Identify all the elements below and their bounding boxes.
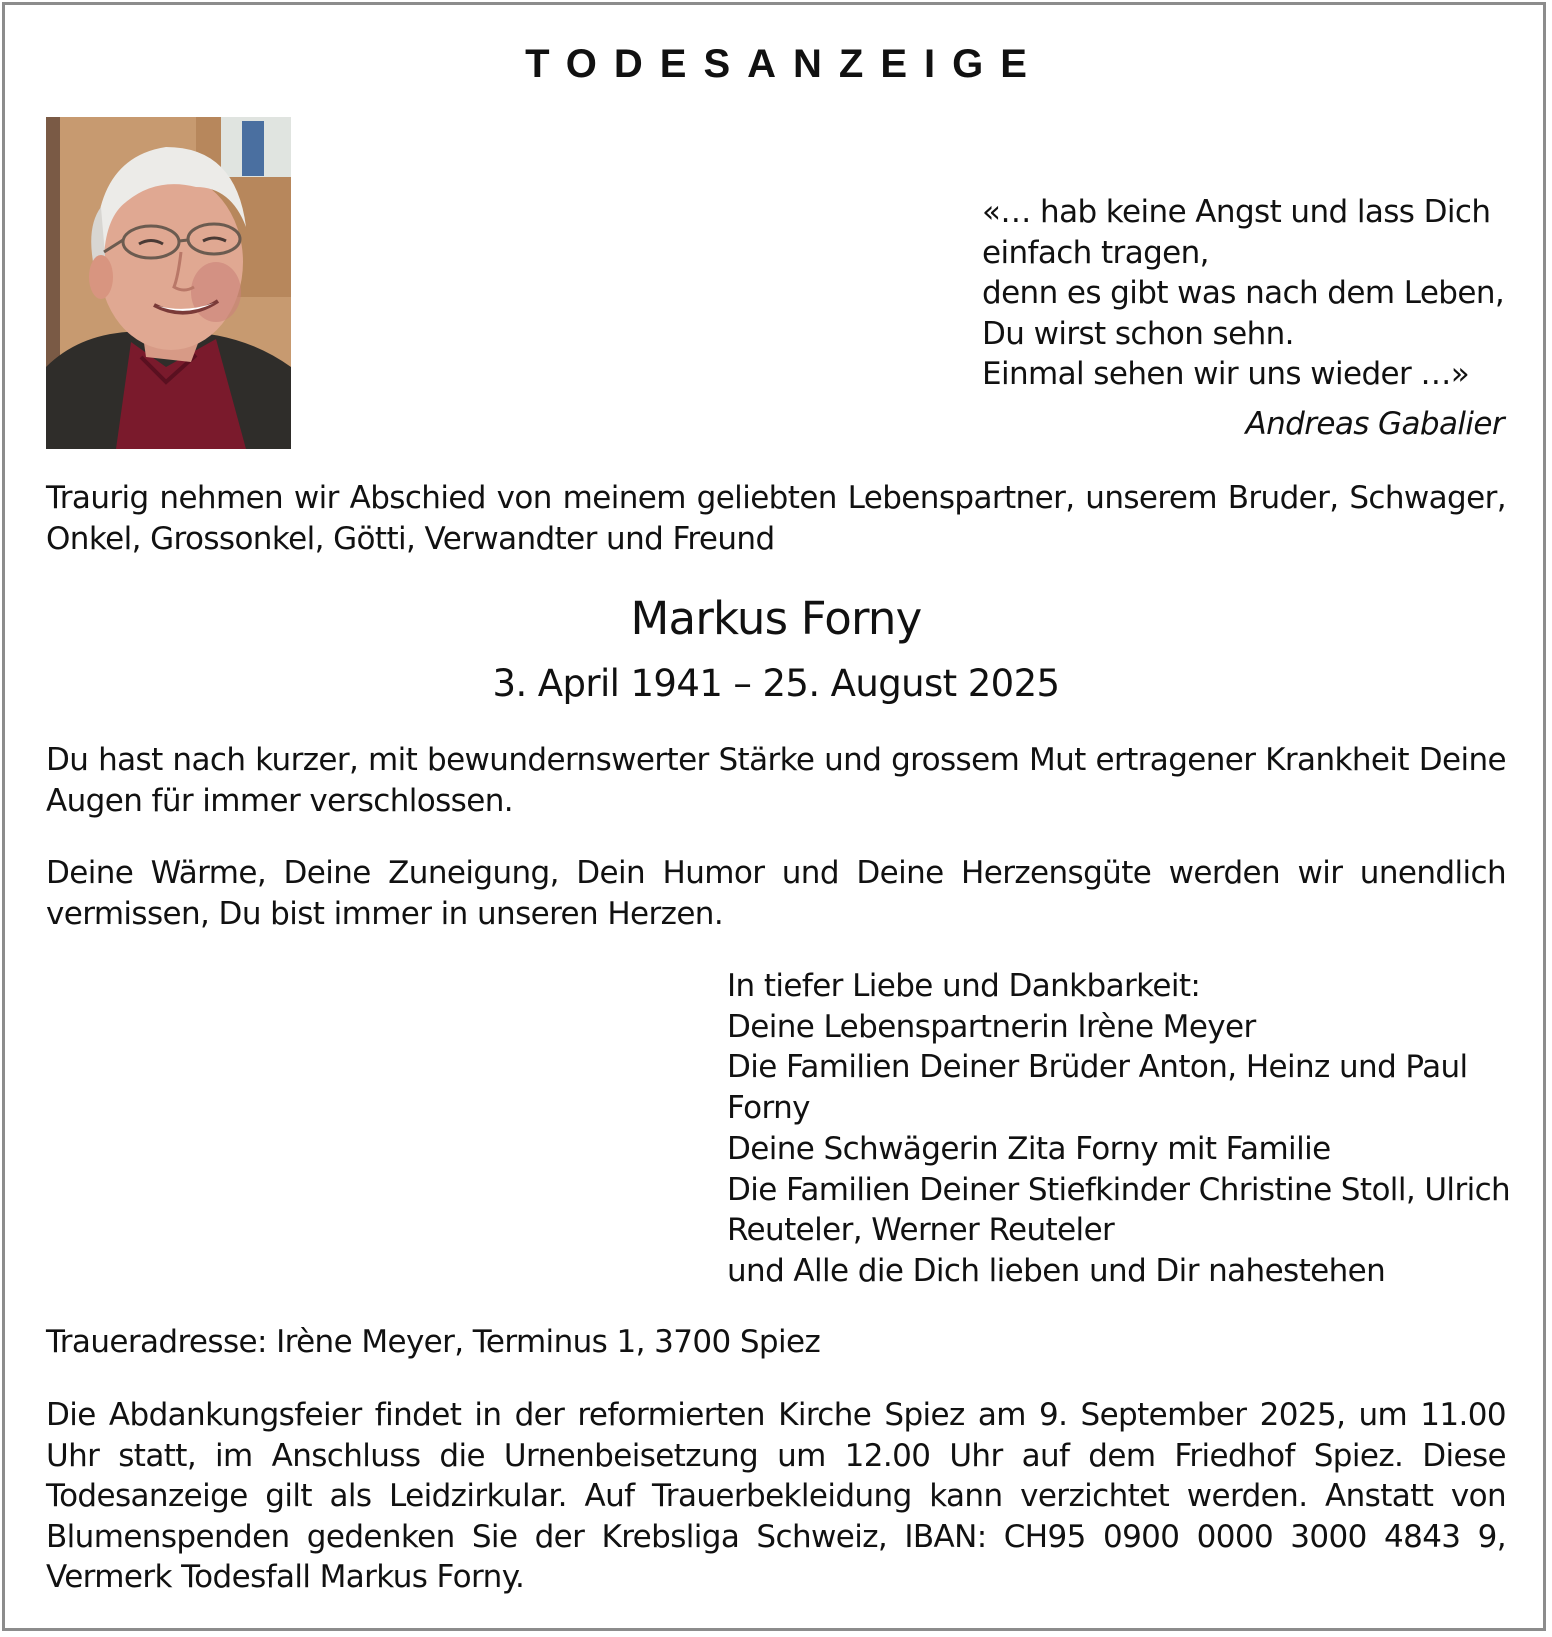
farewell-paragraph: Du hast nach kurzer, mit bewundernswerter Stärke und grossem Mut ertragener Krankheit Deine Augen für immer verschlossen. bbox=[46, 742, 1506, 819]
mourners-line: Deine Schwägerin Zita Forny mit Familie bbox=[727, 1130, 1331, 1167]
mourners-line: Reuteler, Werner Reuteler bbox=[727, 1212, 1115, 1249]
quote-line: Einmal sehen wir uns wieder …» bbox=[982, 356, 1470, 392]
ceremony-paragraph: Die Abdankungsfeier findet in der reformierten Kirche Spiez am 9. September 2025, um 11.00 Uhr statt, im Anschluss die Urnenbeisetzung um 12.00 Uhr auf dem Friedhof Spiez. Diese Todesanzeige gilt als Leidzirkular. Auf Trauerbekleidung kann verzichtet werden. Anstatt von Blumenspenden gedenken Sie der Krebsliga Schweiz, IBAN: CH95 0900 0000 3000 4843 9, Vermerk Todesfall Markus Forny. bbox=[46, 1397, 1506, 1595]
mourners-line: und Alle die Dich lieben und Dir nahestehen bbox=[727, 1252, 1386, 1289]
mourners-line: In tiefer Liebe und Dankbarkeit: bbox=[727, 968, 1201, 1004]
mourners-line: Die Familien Deiner Stiefkinder Christine Stoll, Ulrich bbox=[727, 1171, 1511, 1208]
mourners-line: Forny bbox=[727, 1090, 810, 1127]
quote-line: denn es gibt was nach dem Leben, bbox=[982, 275, 1505, 311]
portrait-photo bbox=[46, 117, 291, 449]
deceased-dates: 3. April 1941 – 25. August 2025 bbox=[492, 662, 1060, 705]
mourning-address: Traueradresse: Irène Meyer, Terminus 1, 3700 Spiez bbox=[46, 1324, 821, 1360]
quote-line: Du wirst schon sehn. bbox=[982, 315, 1294, 352]
mourners-list bbox=[727, 966, 1517, 1292]
deceased-name: Markus Forny bbox=[630, 592, 922, 645]
quote-line: einfach tragen, bbox=[982, 234, 1209, 271]
mourners-line: Die Familien Deiner Brüder Anton, Heinz und Paul bbox=[727, 1049, 1468, 1086]
quote-block bbox=[982, 192, 1512, 395]
mourners-line: Deine Lebenspartnerin Irène Meyer bbox=[727, 1008, 1256, 1045]
intro-paragraph: Traurig nehmen wir Abschied von meinem geliebten Lebenspartner, unserem Bruder, Schwager, Onkel, Grossonkel, Götti, Verwandter und Freund bbox=[46, 480, 1506, 557]
quote-author: Andreas Gabalier bbox=[1245, 406, 1504, 442]
tribute-paragraph: Deine Wärme, Deine Zuneigung, Dein Humor und Deine Herzensgüte werden wir unendlich vermissen, Du bist immer in unseren Herzen. bbox=[46, 855, 1506, 932]
obituary-heading: TODESANZEIGE bbox=[525, 42, 1044, 86]
quote-line: «… hab keine Angst und lass Dich bbox=[982, 194, 1491, 230]
